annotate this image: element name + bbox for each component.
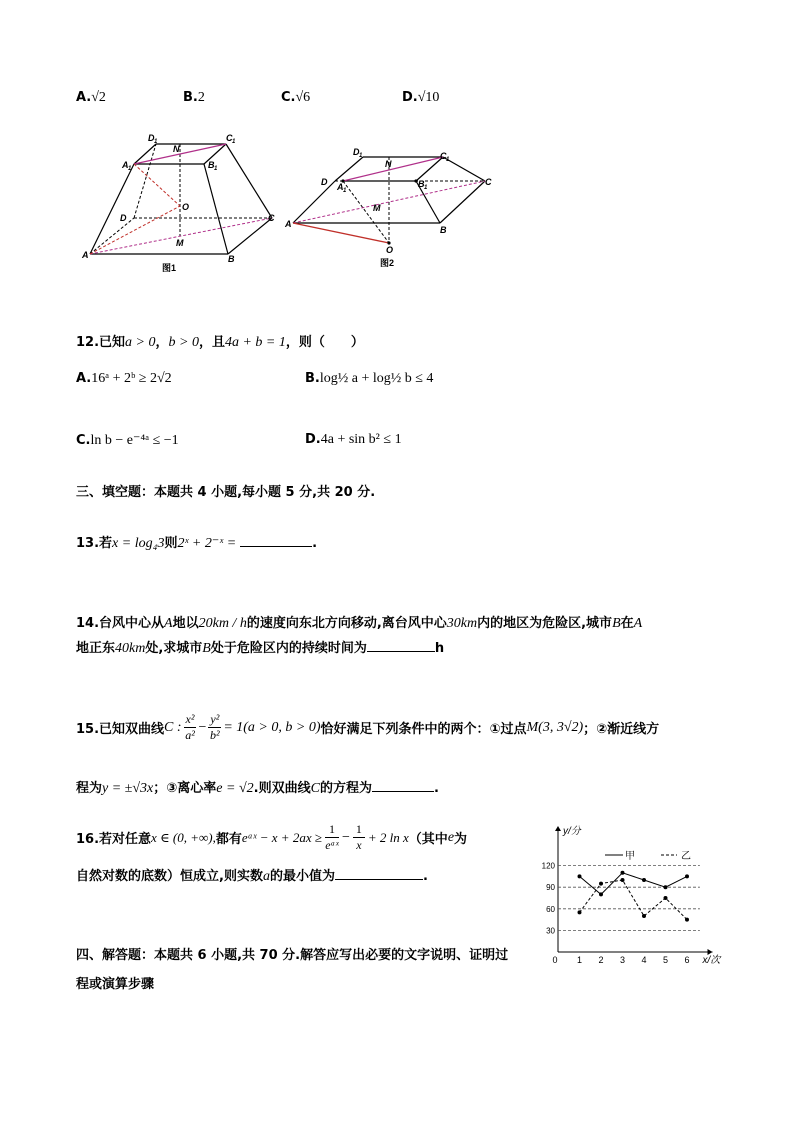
- q16-mid: 都有: [215, 832, 242, 847]
- x-tick-label: 5: [662, 955, 669, 965]
- q13-mid: 则: [164, 536, 178, 551]
- fig1-label-o: O: [182, 202, 190, 212]
- fig2-sub-d1: 1: [359, 153, 363, 159]
- q15-fraction-y: [208, 712, 221, 743]
- q15-frac-y-num: y²: [210, 712, 220, 726]
- q14-text-3: 的速度向东北方向移动,离台风中心: [246, 616, 447, 631]
- y-axis-label: y/分: [563, 826, 581, 837]
- q12-option-d: [305, 432, 402, 448]
- q15-math-c2: C: [310, 781, 320, 796]
- data-point-jia: [685, 874, 689, 878]
- fig1-label-b1: B: [208, 160, 215, 170]
- q11-option-a-label: A.: [76, 90, 92, 105]
- q12-option-d-label: D.: [305, 432, 321, 447]
- q11-option-a-value: √2: [91, 90, 106, 105]
- fig1-label-m: M: [176, 238, 184, 248]
- q11-option-c-label: C.: [281, 90, 296, 105]
- q16-line-1: [76, 822, 467, 853]
- fig1-label-c1: C: [226, 133, 233, 143]
- q15-text-a: 程为: [76, 781, 103, 796]
- fig2-label-n: N: [385, 159, 392, 169]
- data-point-yi: [642, 914, 646, 918]
- q11-option-b: [183, 90, 205, 106]
- data-point-jia: [578, 874, 582, 878]
- q15-line-2: [76, 777, 439, 797]
- legend-label-jia: 甲: [625, 851, 635, 862]
- y-tick-label: 60: [546, 904, 555, 914]
- q14-math-distance: 40km: [115, 641, 146, 656]
- q12-option-c-text: ln b − e⁻⁴ᵃ ≤ −1: [90, 433, 179, 448]
- q15-minus: −: [198, 719, 207, 735]
- q15-frac-x-den: a²: [185, 728, 195, 742]
- q15-text-e: .: [433, 781, 439, 796]
- data-point-jia: [621, 871, 625, 875]
- data-point-jia: [664, 885, 668, 889]
- x-tick-label: 1: [576, 955, 583, 965]
- q12-option-d-text: 4a + sin b² ≤ 1: [320, 432, 402, 447]
- q14-math-b2: B: [202, 641, 211, 656]
- fig2-label-c1: C: [440, 151, 447, 161]
- figure-2-folded: [285, 145, 500, 270]
- fig2-label-b1: B: [418, 179, 425, 189]
- data-point-yi: [664, 896, 668, 900]
- fig1-label-d1: D: [148, 133, 155, 143]
- fig2-label-a1: A: [337, 182, 344, 192]
- q14-unit: h: [434, 641, 445, 656]
- q11-option-d: [402, 90, 439, 106]
- section-4-heading-line-1: 四、解答题：本题共 6 小题,共 70 分.解答应写出必要的文字说明、证明过: [76, 948, 509, 963]
- q11-option-b-value: 2: [197, 90, 205, 105]
- section-3-heading: 三、填空题：本题共 4 小题,每小题 5 分,共 20 分.: [76, 485, 376, 500]
- q15-cond2: ；②渐近线方: [583, 722, 660, 737]
- q15-fraction-x: [184, 712, 197, 743]
- series-line-yi: [580, 880, 688, 920]
- q14-line-2: [76, 637, 444, 657]
- y-tick-label: 120: [541, 861, 555, 871]
- fig1-sub-c1: 1: [232, 139, 236, 145]
- x-tick-label: 6: [684, 955, 690, 965]
- fig1-label-n: N: [173, 144, 180, 154]
- q13-math-2: 2ˣ + 2⁻ˣ =: [177, 536, 237, 551]
- fig2-label-b: B: [440, 225, 447, 235]
- q16-paren: （其中: [408, 832, 448, 847]
- q15-frac-y-den: b²: [210, 728, 220, 742]
- fig1-sub-d1: 1: [154, 139, 158, 145]
- q12-math-a: a > 0: [125, 335, 156, 350]
- q15-math-eq: = 1(a > 0, b > 0): [223, 719, 321, 735]
- origin-label: 0: [552, 955, 558, 965]
- x-tick-label: 2: [598, 955, 604, 965]
- q16-line-2: [76, 865, 428, 885]
- q11-option-c: [281, 90, 310, 106]
- q15-text-b: ；③离心率: [153, 781, 217, 796]
- q15-math-point: M(3, 3√2): [526, 719, 584, 735]
- fig2-label-d: D: [321, 177, 328, 187]
- q14-text-1: 14.台风中心从: [76, 616, 165, 631]
- data-point-yi: [578, 910, 582, 914]
- q16-frac-1-den: eᵃˣ: [325, 838, 339, 852]
- fig2-label-m: M: [373, 203, 381, 213]
- fig1-sub-a1: 1: [128, 166, 132, 172]
- x-tick-label: 4: [641, 955, 647, 965]
- legend-label-yi: 乙: [681, 851, 691, 862]
- q15-prefix: 15.已知双曲线: [76, 722, 165, 737]
- data-point-yi: [685, 918, 689, 922]
- q12-math-b: b > 0: [168, 335, 199, 350]
- q14-text-2: 地以: [172, 616, 199, 631]
- q13-prefix: 13.若: [76, 536, 113, 551]
- fig2-label-a: A: [285, 219, 292, 229]
- q12-mid: ，且: [198, 335, 225, 350]
- q15-text-d: 的方程为: [319, 781, 372, 796]
- y-tick-label: 90: [546, 883, 555, 893]
- q14-math-a: A: [164, 616, 173, 631]
- fig1-caption: 图1: [162, 263, 177, 273]
- q13: [76, 532, 317, 552]
- q16-fraction-1: [325, 822, 339, 853]
- q16-fraction-2: [353, 822, 365, 853]
- q16-text-a: 自然对数的底数）恒成立,则实数: [76, 869, 263, 884]
- data-point-yi: [599, 882, 603, 886]
- q16-math-e: e: [447, 829, 455, 845]
- q12-sep: ，: [155, 335, 169, 350]
- q13-math-1: x = log₄3: [112, 536, 165, 551]
- q12-option-b-text: log½ a + log½ b ≤ 4: [319, 371, 434, 386]
- q16-text-c: .: [422, 869, 428, 884]
- q14-math-a2: A: [633, 616, 643, 631]
- q14-answer-blank[interactable]: [367, 639, 435, 652]
- q15-math-c: C :: [164, 719, 182, 735]
- data-point-jia: [642, 878, 646, 882]
- q16-math-rhs: + 2 ln x: [367, 829, 409, 845]
- q16-prefix: 16.若对任意: [76, 832, 152, 847]
- q14-text-4: 内的地区为危险区,城市: [477, 616, 613, 631]
- q12-math-c: 4a + b = 1: [224, 335, 286, 350]
- q15-math-ecc: e = √2: [216, 781, 254, 796]
- q12-suffix: ，则（ ）: [285, 335, 364, 350]
- q16-answer-blank[interactable]: [335, 867, 423, 880]
- q13-suffix: .: [312, 536, 318, 551]
- q16-frac-2-num: 1: [353, 822, 365, 838]
- q14-text-8: 处于危险区内的持续时间为: [210, 641, 367, 656]
- q16-math-lhs: eᵃˣ − x + 2ax ≥: [241, 829, 322, 845]
- fig2-label-d1: D: [353, 147, 360, 157]
- q14-line-1: [76, 612, 642, 632]
- q16-frac-1-num: 1: [325, 822, 339, 838]
- q12-stem: [76, 331, 364, 351]
- q16-text-b: 的最小值为: [269, 869, 335, 884]
- fig1-sub-b1: 1: [214, 166, 218, 172]
- q12-option-b-label: B.: [305, 371, 320, 386]
- q11-option-d-label: D.: [402, 90, 418, 105]
- fig1-label-a: A: [82, 250, 89, 260]
- fig1-label-d: D: [120, 213, 127, 223]
- q12-option-c-label: C.: [76, 433, 91, 448]
- q16-math-a: a: [262, 869, 270, 884]
- fig1-label-c: C: [268, 213, 275, 223]
- q14-text-5: 在: [620, 616, 634, 631]
- fig1-label-a1: A: [122, 160, 129, 170]
- q12-option-c: [76, 432, 179, 449]
- q11-option-d-value: √10: [417, 90, 440, 105]
- q11-option-c-value: √6: [295, 90, 311, 105]
- q16-minus: −: [341, 829, 350, 845]
- x-axis-label: x/次: [702, 955, 721, 966]
- y-tick-label: 30: [546, 926, 555, 936]
- fig2-caption: 图2: [380, 258, 395, 268]
- q15-text-c: .则双曲线: [253, 781, 311, 796]
- figure-1-frustum: [80, 128, 290, 278]
- q12-option-a: [76, 371, 172, 387]
- data-point-yi: [621, 878, 625, 882]
- q12-option-a-text: 16ᵃ + 2ᵇ ≥ 2√2: [91, 371, 172, 386]
- fig2-sub-b1: 1: [424, 185, 428, 191]
- q16-math-domain: x ∈ (0, +∞),: [151, 829, 216, 845]
- q14-math-radius: 30km: [446, 616, 478, 631]
- fig2-sub-c1: 1: [446, 157, 450, 163]
- q14-text-6: 地正东: [76, 641, 116, 656]
- q14-math-b: B: [612, 616, 621, 631]
- q15-math-asymptote: y = ±√3x: [102, 781, 154, 796]
- y-axis-arrow: [555, 826, 561, 831]
- q11-option-a: [76, 90, 106, 106]
- q12-option-b: [305, 371, 433, 387]
- q12-option-a-label: A.: [76, 371, 92, 386]
- data-point-jia: [599, 892, 603, 896]
- q11-option-b-label: B.: [183, 90, 198, 105]
- q16-frac-2-den: x: [356, 838, 362, 852]
- section-4-heading-line-2: 程或演算步骤: [76, 977, 155, 992]
- q15-mid: 恰好满足下列条件中的两个：①过点: [320, 722, 527, 737]
- fig2-sub-a1: 1: [343, 188, 347, 194]
- q13-answer-blank[interactable]: [240, 534, 312, 547]
- fig2-label-o: O: [386, 245, 394, 255]
- score-line-chart: [543, 822, 743, 968]
- q16-paren-end: 为: [454, 832, 468, 847]
- q15-frac-x-num: x²: [185, 712, 195, 726]
- fig2-label-c: C: [485, 177, 492, 187]
- q14-text-7: 处,求城市: [145, 641, 203, 656]
- fig1-label-b: B: [228, 254, 235, 264]
- q14-math-speed: 20km / h: [198, 616, 247, 631]
- q15-answer-blank[interactable]: [372, 779, 434, 792]
- x-tick-label: 3: [619, 955, 626, 965]
- q15-line-1: [76, 712, 659, 743]
- q12-prefix: 12.已知: [76, 335, 126, 350]
